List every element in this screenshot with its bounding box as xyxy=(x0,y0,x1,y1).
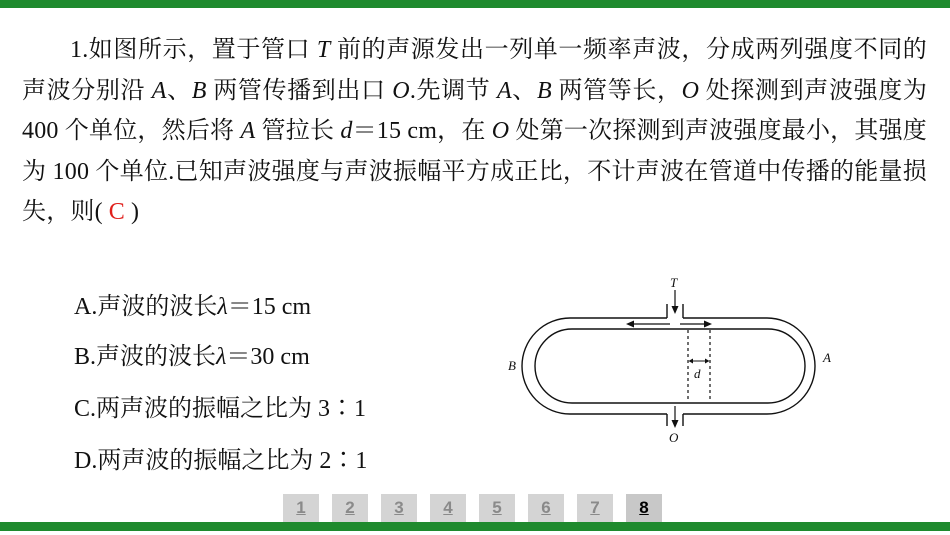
question-text: 1.如图所示，置于管口 T 前的声源发出一列单一频率声波，分成两列强度不同的声波分别沿 A、B 两管传播到出口 O.先调节 A、B 两管等长，O 处探测到声波强度为 400 个单位，然后将 A 管拉长 d＝15 cm，在 O 处第一次探测到声波强度最小，其强度为 100 个单位.已知声波强度与声波振幅平方成正比，不计声波在管道中传播的能量损失，则( C ) xyxy=(22,37,928,225)
page-button-8-current[interactable]: 8 xyxy=(626,494,662,522)
pipe-outer-wall xyxy=(522,318,815,414)
page-navigation xyxy=(283,494,675,522)
var-d: d xyxy=(340,118,353,144)
top-green-bar xyxy=(0,0,950,8)
var-T: T xyxy=(316,37,331,63)
page-button-5[interactable]: 5 xyxy=(479,494,515,522)
page-button-2[interactable]: 2 xyxy=(332,494,368,522)
answer-mark: C xyxy=(108,199,126,225)
page-button-1[interactable]: 1 xyxy=(283,494,319,522)
page-button-7[interactable]: 7 xyxy=(577,494,613,522)
pipe-inner-wall xyxy=(535,329,805,403)
bottom-green-bar xyxy=(0,522,950,531)
label-B: B xyxy=(508,358,516,373)
option-d: D.两声波的振幅之比为 2∶1 xyxy=(74,448,368,474)
page-button-6[interactable]: 6 xyxy=(528,494,564,522)
page-button-4[interactable]: 4 xyxy=(430,494,466,522)
option-a: A.声波的波长λ＝15 cm xyxy=(74,294,312,320)
pipe-diagram xyxy=(500,274,840,446)
label-A: A xyxy=(823,350,831,365)
label-d: d xyxy=(694,366,701,381)
page-button-3[interactable]: 3 xyxy=(381,494,417,522)
question-number: 1. xyxy=(70,37,89,63)
option-b: B.声波的波长λ＝30 cm xyxy=(74,344,310,370)
option-c: C.两声波的振幅之比为 3∶1 xyxy=(74,396,367,422)
label-O: O xyxy=(669,430,679,445)
label-T: T xyxy=(670,275,678,290)
